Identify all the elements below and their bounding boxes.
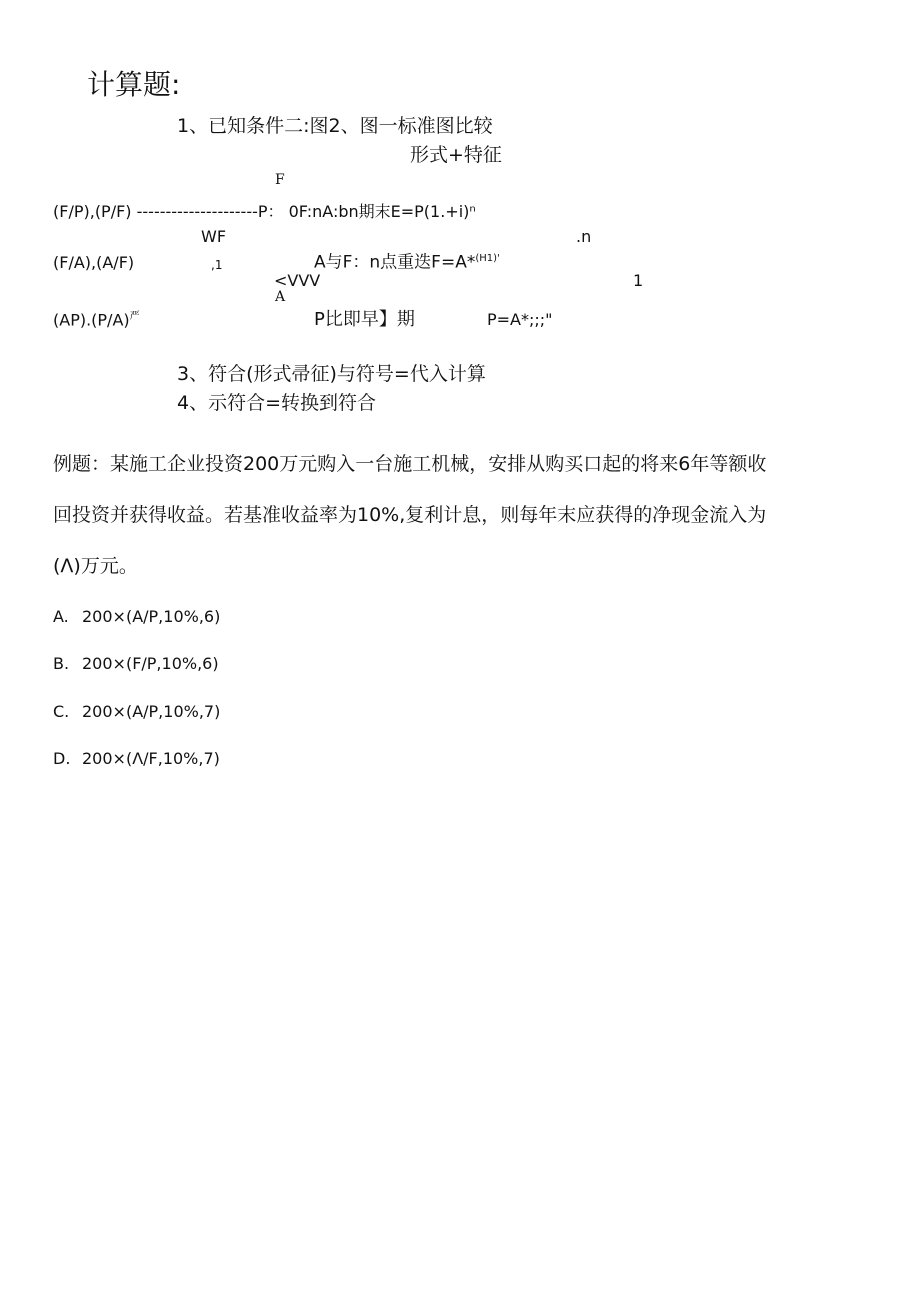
option-b-letter: B. — [53, 654, 70, 673]
diagram-a-label: A — [275, 289, 286, 305]
formula-fa-superscript: (H1)' — [475, 253, 500, 264]
diagram-arrows-label: <VVV — [274, 271, 321, 290]
option-c-text: 200×(A/P,10%,7) — [82, 702, 221, 721]
condition-line-1: 1、已知条件二:图2、图一标准图比较 — [177, 115, 493, 137]
example-line-1: 例题：某施工企业投资200万元购入一台施工机械，安排从购买口起的将来6年等额收 — [53, 453, 767, 475]
option-c-letter: C. — [53, 702, 70, 721]
example-line-2: 回投资并获得收益。若基准收益率为10%,复利计息，则每年末应获得的净现金流入为 — [53, 504, 767, 526]
formula-fa-text: A与F：n点重迭F=A* — [314, 252, 476, 273]
formula-row-fa-right — [314, 254, 500, 272]
formula-row-ap-left — [53, 312, 140, 328]
page-title: 计算题: — [87, 68, 181, 101]
formula-row-ap-mid: P比即早】期 — [314, 309, 415, 330]
option-a[interactable] — [53, 609, 220, 625]
option-b-text: 200×(F/P,10%,6) — [82, 654, 219, 673]
diagram-n-label: .n — [576, 227, 592, 246]
option-d-letter: D. — [53, 749, 71, 768]
formula-row-fa-left: (F/A),(A/F) — [53, 253, 135, 272]
diagram-f-label: F — [275, 172, 285, 188]
formula-ap-text: (AP).(P/A) — [53, 310, 130, 330]
example-line-3: (Λ)万元。 — [53, 555, 138, 577]
option-d-text: 200×(Λ/F,10%,7) — [82, 749, 220, 768]
formula-row-fa-mid: ,1 — [211, 258, 223, 272]
step-3-text: 3、符合(形式帚征)与符号=代入计算 — [177, 363, 486, 385]
formula-ap-superscript: 严 — [129, 311, 140, 322]
formula-row-fp: (F/P),(P/F) ---------------------P： 0F:nA:bn期末E=P(1.+i)ⁿ — [53, 202, 476, 221]
option-a-text: 200×(A/P,10%,6) — [82, 607, 221, 626]
formula-row-ap-right: P=A*;;;" — [487, 310, 553, 329]
option-a-letter: A. — [53, 607, 69, 626]
condition-line-2: 形式+特征 — [410, 144, 502, 166]
option-d[interactable] — [53, 751, 220, 767]
option-b[interactable] — [53, 656, 219, 672]
step-4-text: 4、示符合=转换到符合 — [177, 392, 377, 414]
diagram-one-label: 1 — [633, 271, 644, 290]
option-c[interactable] — [53, 704, 220, 720]
diagram-wf-label: WF — [201, 227, 227, 246]
